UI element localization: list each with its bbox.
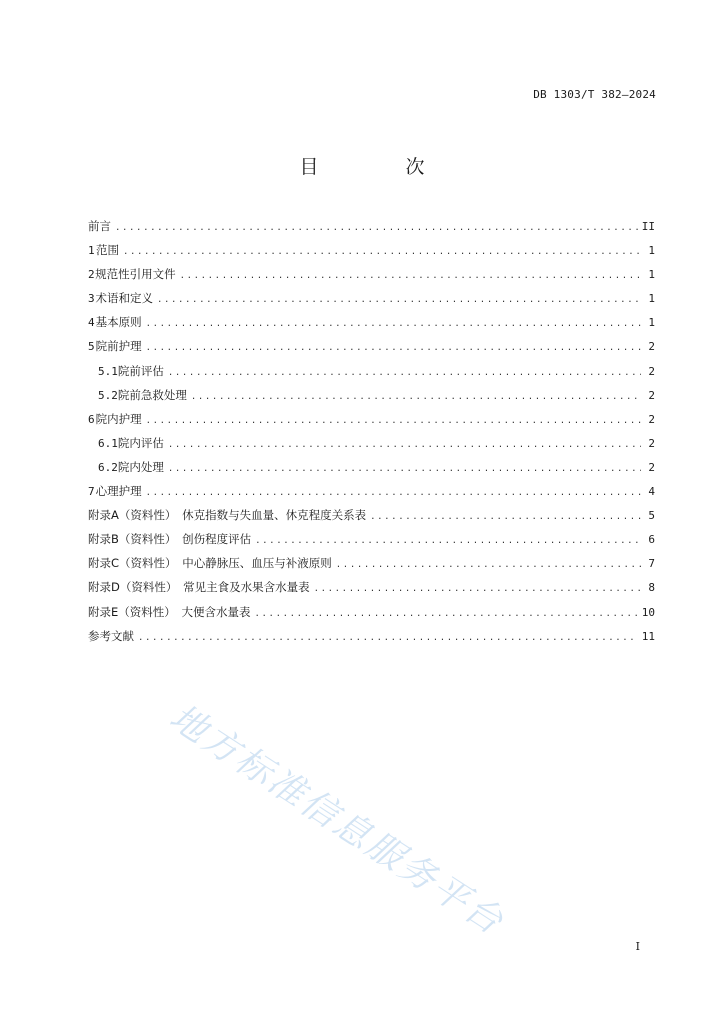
- toc-page: 2: [648, 388, 655, 402]
- toc-page: 4: [648, 485, 655, 499]
- toc-page: 7: [648, 557, 655, 571]
- toc-entry-prehospital-first-aid[interactable]: [88, 387, 655, 411]
- toc-number: 5.2: [98, 388, 118, 402]
- toc-entry-scope[interactable]: [88, 242, 655, 266]
- table-of-contents: [88, 218, 655, 652]
- toc-label: 院内处理: [117, 459, 164, 474]
- page-number: I: [635, 940, 640, 953]
- toc-entry-inhospital-assessment[interactable]: [88, 435, 655, 459]
- toc-leader: [123, 247, 641, 257]
- toc-label: 院前护理: [95, 339, 142, 354]
- toc-number: 5.1: [98, 364, 118, 378]
- toc-label: 院前急救处理: [117, 387, 187, 402]
- toc-number: 1: [88, 244, 95, 258]
- toc-leader: [146, 416, 641, 426]
- toc-label: 规范性引用文件: [95, 267, 176, 282]
- toc-leader: [115, 223, 638, 233]
- toc-entry-prehospital-care[interactable]: [88, 338, 655, 362]
- toc-leader: [138, 633, 638, 643]
- toc-leader: [168, 464, 641, 474]
- toc-page: 2: [648, 436, 655, 450]
- toc-label: 附录B（资料性） 创伤程度评估: [88, 532, 252, 547]
- toc-entry-appendix-e[interactable]: [88, 604, 655, 628]
- toc-page: 2: [648, 340, 655, 354]
- toc-label: 院内评估: [117, 435, 164, 450]
- toc-label: 院前评估: [117, 363, 164, 378]
- toc-leader: [168, 440, 641, 450]
- toc-number: 6: [88, 412, 95, 426]
- toc-label: 术语和定义: [95, 291, 153, 306]
- toc-entry-basic-principles[interactable]: [88, 314, 655, 338]
- toc-leader: [314, 584, 641, 594]
- toc-entry-normative-references[interactable]: [88, 266, 655, 290]
- toc-page: 1: [648, 292, 655, 306]
- toc-page: 1: [648, 244, 655, 258]
- toc-entry-appendix-c[interactable]: [88, 555, 655, 579]
- toc-leader: [168, 368, 641, 378]
- toc-number: 4: [88, 316, 95, 330]
- toc-entry-foreword[interactable]: [88, 218, 655, 242]
- toc-page: 6: [648, 533, 655, 547]
- toc-entry-appendix-d[interactable]: [88, 579, 655, 603]
- toc-entry-appendix-a[interactable]: [88, 507, 655, 531]
- toc-entry-prehospital-assessment[interactable]: [88, 363, 655, 387]
- toc-page: 1: [648, 268, 655, 282]
- toc-page: 2: [648, 412, 655, 426]
- toc-number: 3: [88, 292, 95, 306]
- document-code: DB 1303/T 382—2024: [533, 88, 656, 101]
- toc-number: 5: [88, 340, 95, 354]
- toc-entry-appendix-b[interactable]: [88, 531, 655, 555]
- toc-entry-inhospital-treatment[interactable]: [88, 459, 655, 483]
- toc-page: II: [641, 220, 655, 233]
- toc-label: 院内护理: [95, 411, 142, 426]
- toc-page: 2: [648, 364, 655, 378]
- toc-label: 基本原则: [95, 315, 142, 330]
- toc-leader: [146, 488, 641, 498]
- toc-leader: [255, 609, 638, 619]
- toc-entry-psychological-care[interactable]: [88, 483, 655, 507]
- toc-label: 参考文献: [88, 628, 134, 643]
- toc-leader: [191, 392, 641, 402]
- toc-label: 前言: [88, 219, 111, 233]
- page-title: 目 次: [299, 156, 459, 178]
- toc-leader: [157, 295, 641, 305]
- toc-leader: [336, 560, 641, 570]
- toc-page: 10: [641, 605, 655, 619]
- toc-label: 附录C（资料性） 中心静脉压、血压与补液原则: [88, 556, 332, 571]
- toc-label: 附录E（资料性） 大便含水量表: [88, 604, 251, 619]
- toc-number: 6.2: [98, 460, 118, 474]
- toc-entry-bibliography[interactable]: [88, 628, 655, 652]
- toc-page: 1: [648, 316, 655, 330]
- toc-number: 6.1: [98, 436, 118, 450]
- toc-page: 2: [648, 460, 655, 474]
- toc-entry-terms-definitions[interactable]: [88, 290, 655, 314]
- toc-label: 范围: [95, 243, 119, 258]
- toc-leader: [146, 343, 641, 353]
- toc-entry-inhospital-care[interactable]: [88, 411, 655, 435]
- toc-page: 11: [641, 629, 655, 643]
- toc-leader: [370, 512, 641, 522]
- toc-label: 附录A（资料性） 休克指数与失血量、休克程度关系表: [88, 508, 367, 523]
- watermark: 地方标准信息服务平台: [162, 696, 512, 944]
- toc-number: 2: [88, 268, 95, 282]
- toc-page: 8: [648, 581, 655, 595]
- toc-leader: [180, 271, 641, 281]
- toc-label: 附录D（资料性） 常见主食及水果含水量表: [88, 580, 310, 595]
- toc-number: 7: [88, 485, 95, 499]
- toc-leader: [146, 319, 641, 329]
- toc-page: 5: [648, 509, 655, 523]
- toc-leader: [255, 536, 641, 546]
- toc-label: 心理护理: [95, 484, 142, 499]
